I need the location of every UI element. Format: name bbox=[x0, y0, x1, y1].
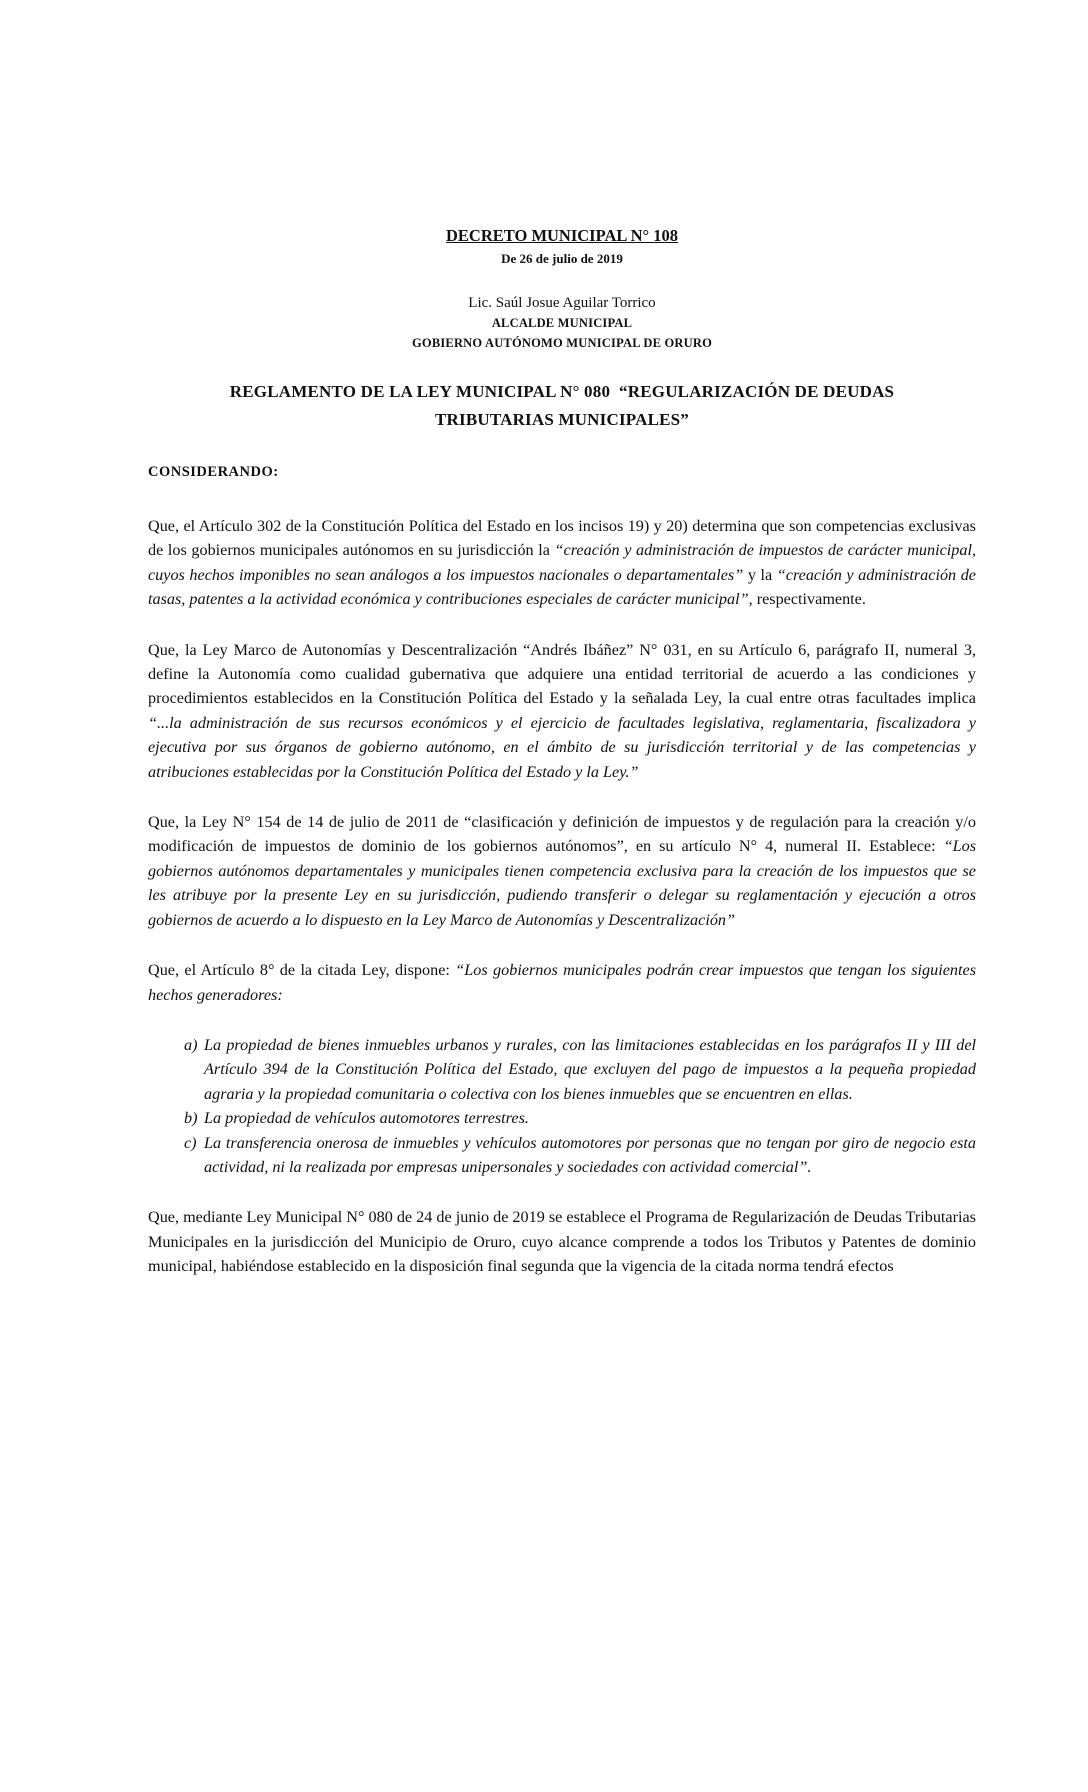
list-item-label: b) bbox=[184, 1109, 198, 1128]
signer-name: Lic. Saúl Josue Aguilar Torrico bbox=[468, 295, 656, 311]
paragraph-ley-154 bbox=[148, 810, 976, 932]
regulation-title-line-2: TRIBUTARIAS MUNICIPALES” bbox=[434, 410, 689, 429]
paragraph-text: y la bbox=[743, 565, 777, 584]
list-item bbox=[184, 1033, 976, 1106]
government-name: GOBIERNO AUTÓNOMO MUNICIPAL DE ORURO bbox=[411, 336, 713, 350]
decree-date: De 26 de julio de 2019 bbox=[501, 251, 623, 266]
regulation-title bbox=[148, 378, 976, 434]
quote-text: “creación y administración de tasas, patentes a la actividad económica y contribuciones especiales de carácter municipal” bbox=[148, 565, 976, 609]
quote-text: “...la administración de sus recursos económicos y el ejercicio de facultades legislativa, reglamentaria, fiscalizadora y ejecutiva por sus órganos de gobierno autónomo, en el ámbito de su jurisdicción territorial y de las competencias y atribuciones establecidas por la Constitución Política del Estado y la Ley.” bbox=[148, 713, 976, 781]
regulation-title-line-1: REGLAMENTO DE LA LEY MUNICIPAL N° 080 “REGULARIZACIÓN DE DEUDAS bbox=[229, 382, 895, 401]
paragraph-text: Que, la Ley N° 154 de 14 de julio de 2011 de “clasificación y definición de impuestos y de regulación para la creación y/o modificación de impuestos de dominio de los gobiernos autónomos”, en su artículo N° 4, numeral II. Establece: bbox=[148, 813, 976, 856]
list-item-text: La transferencia onerosa de inmuebles y vehículos automotores por personas que no tengan por giro de negocio esta actividad, ni la realizada por empresas unipersonales y sociedades con actividad comercial”. bbox=[204, 1133, 976, 1176]
document-body bbox=[148, 226, 976, 1279]
paragraph-art-302 bbox=[148, 514, 976, 612]
paragraph-text: Que, la Ley Marco de Autonomías y Descentralización “Andrés Ibáñez” N° 031, en su Artículo 6, parágrafo II, numeral 3, define la Autonomía como cualidad gubernativa que adquiere una entidad territorial de acuerdo a las condiciones y procedimientos establecidos en la Constitución Política del Estado y la señalada Ley, la cual entre otras facultades implica bbox=[148, 640, 976, 708]
quote-text: “Los gobiernos municipales podrán crear impuestos que tengan los siguientes hechos generadores: bbox=[148, 961, 977, 1004]
generating-facts-list bbox=[148, 1033, 976, 1179]
list-item-text: La propiedad de vehículos automotores terrestres. bbox=[204, 1109, 529, 1128]
list-item bbox=[184, 1106, 976, 1130]
quote-text: “Los gobiernos autónomos departamentales y municipales tienen competencia exclusiva para la creación de los impuestos que se les atribuye por la presente Ley en su jurisdicción, pudiendo transferir o delegar su reglamentación y ejecución a otros gobiernos de acuerdo a lo dispuesto en la Ley Marco de Autonomías y Descentralización” bbox=[148, 837, 976, 929]
list-item-text: La propiedad de bienes inmuebles urbanos y rurales, con las limitaciones establecidas en los parágrafos II y III del Artículo 394 de la Constitución Política del Estado, que excluyen del pago de impuestos a la pequeña propiedad agraria y la propiedad comunitaria o colectiva con los bienes inmuebles que se encuentren en ellas. bbox=[204, 1035, 976, 1103]
paragraph-art-8 bbox=[148, 958, 976, 1007]
list-item-label: c) bbox=[184, 1133, 197, 1152]
list-item bbox=[184, 1131, 976, 1180]
quote-text: “creación y administración de impuestos de carácter municipal, cuyos hechos imponibles no sean análogos a los impuestos nacionales o departamentales” bbox=[148, 541, 976, 584]
paragraph-text: Que, el Artículo 302 de la Constitución Política del Estado en los incisos 19) y 20) determina que son competencias exclusivas de los gobiernos municipales autónomos en su jurisdicción la bbox=[148, 517, 976, 560]
paragraph-text: Que, el Artículo 8° de la citada Ley, dispone: bbox=[148, 961, 456, 980]
decree-title: DECRETO MUNICIPAL N° 108 bbox=[446, 226, 678, 245]
considerando-heading: CONSIDERANDO: bbox=[148, 464, 279, 480]
list-item-label: a) bbox=[184, 1035, 198, 1054]
paragraph-ley-031 bbox=[148, 638, 976, 784]
signer-role: ALCALDE MUNICIPAL bbox=[491, 316, 633, 330]
paragraph-ley-080: Que, mediante Ley Municipal N° 080 de 24 de junio de 2019 se establece el Programa de Regularización de Deudas Tributarias Municipales en la jurisdicción del Municipio de Oruro, cuyo alcance comprende a todos los Tributos y Patentes de dominio municipal, habiéndose establecido en la disposición final segunda que la vigencia de la citada norma tendrá efectos bbox=[148, 1208, 976, 1276]
paragraph-text: , respectivamente. bbox=[748, 590, 866, 609]
